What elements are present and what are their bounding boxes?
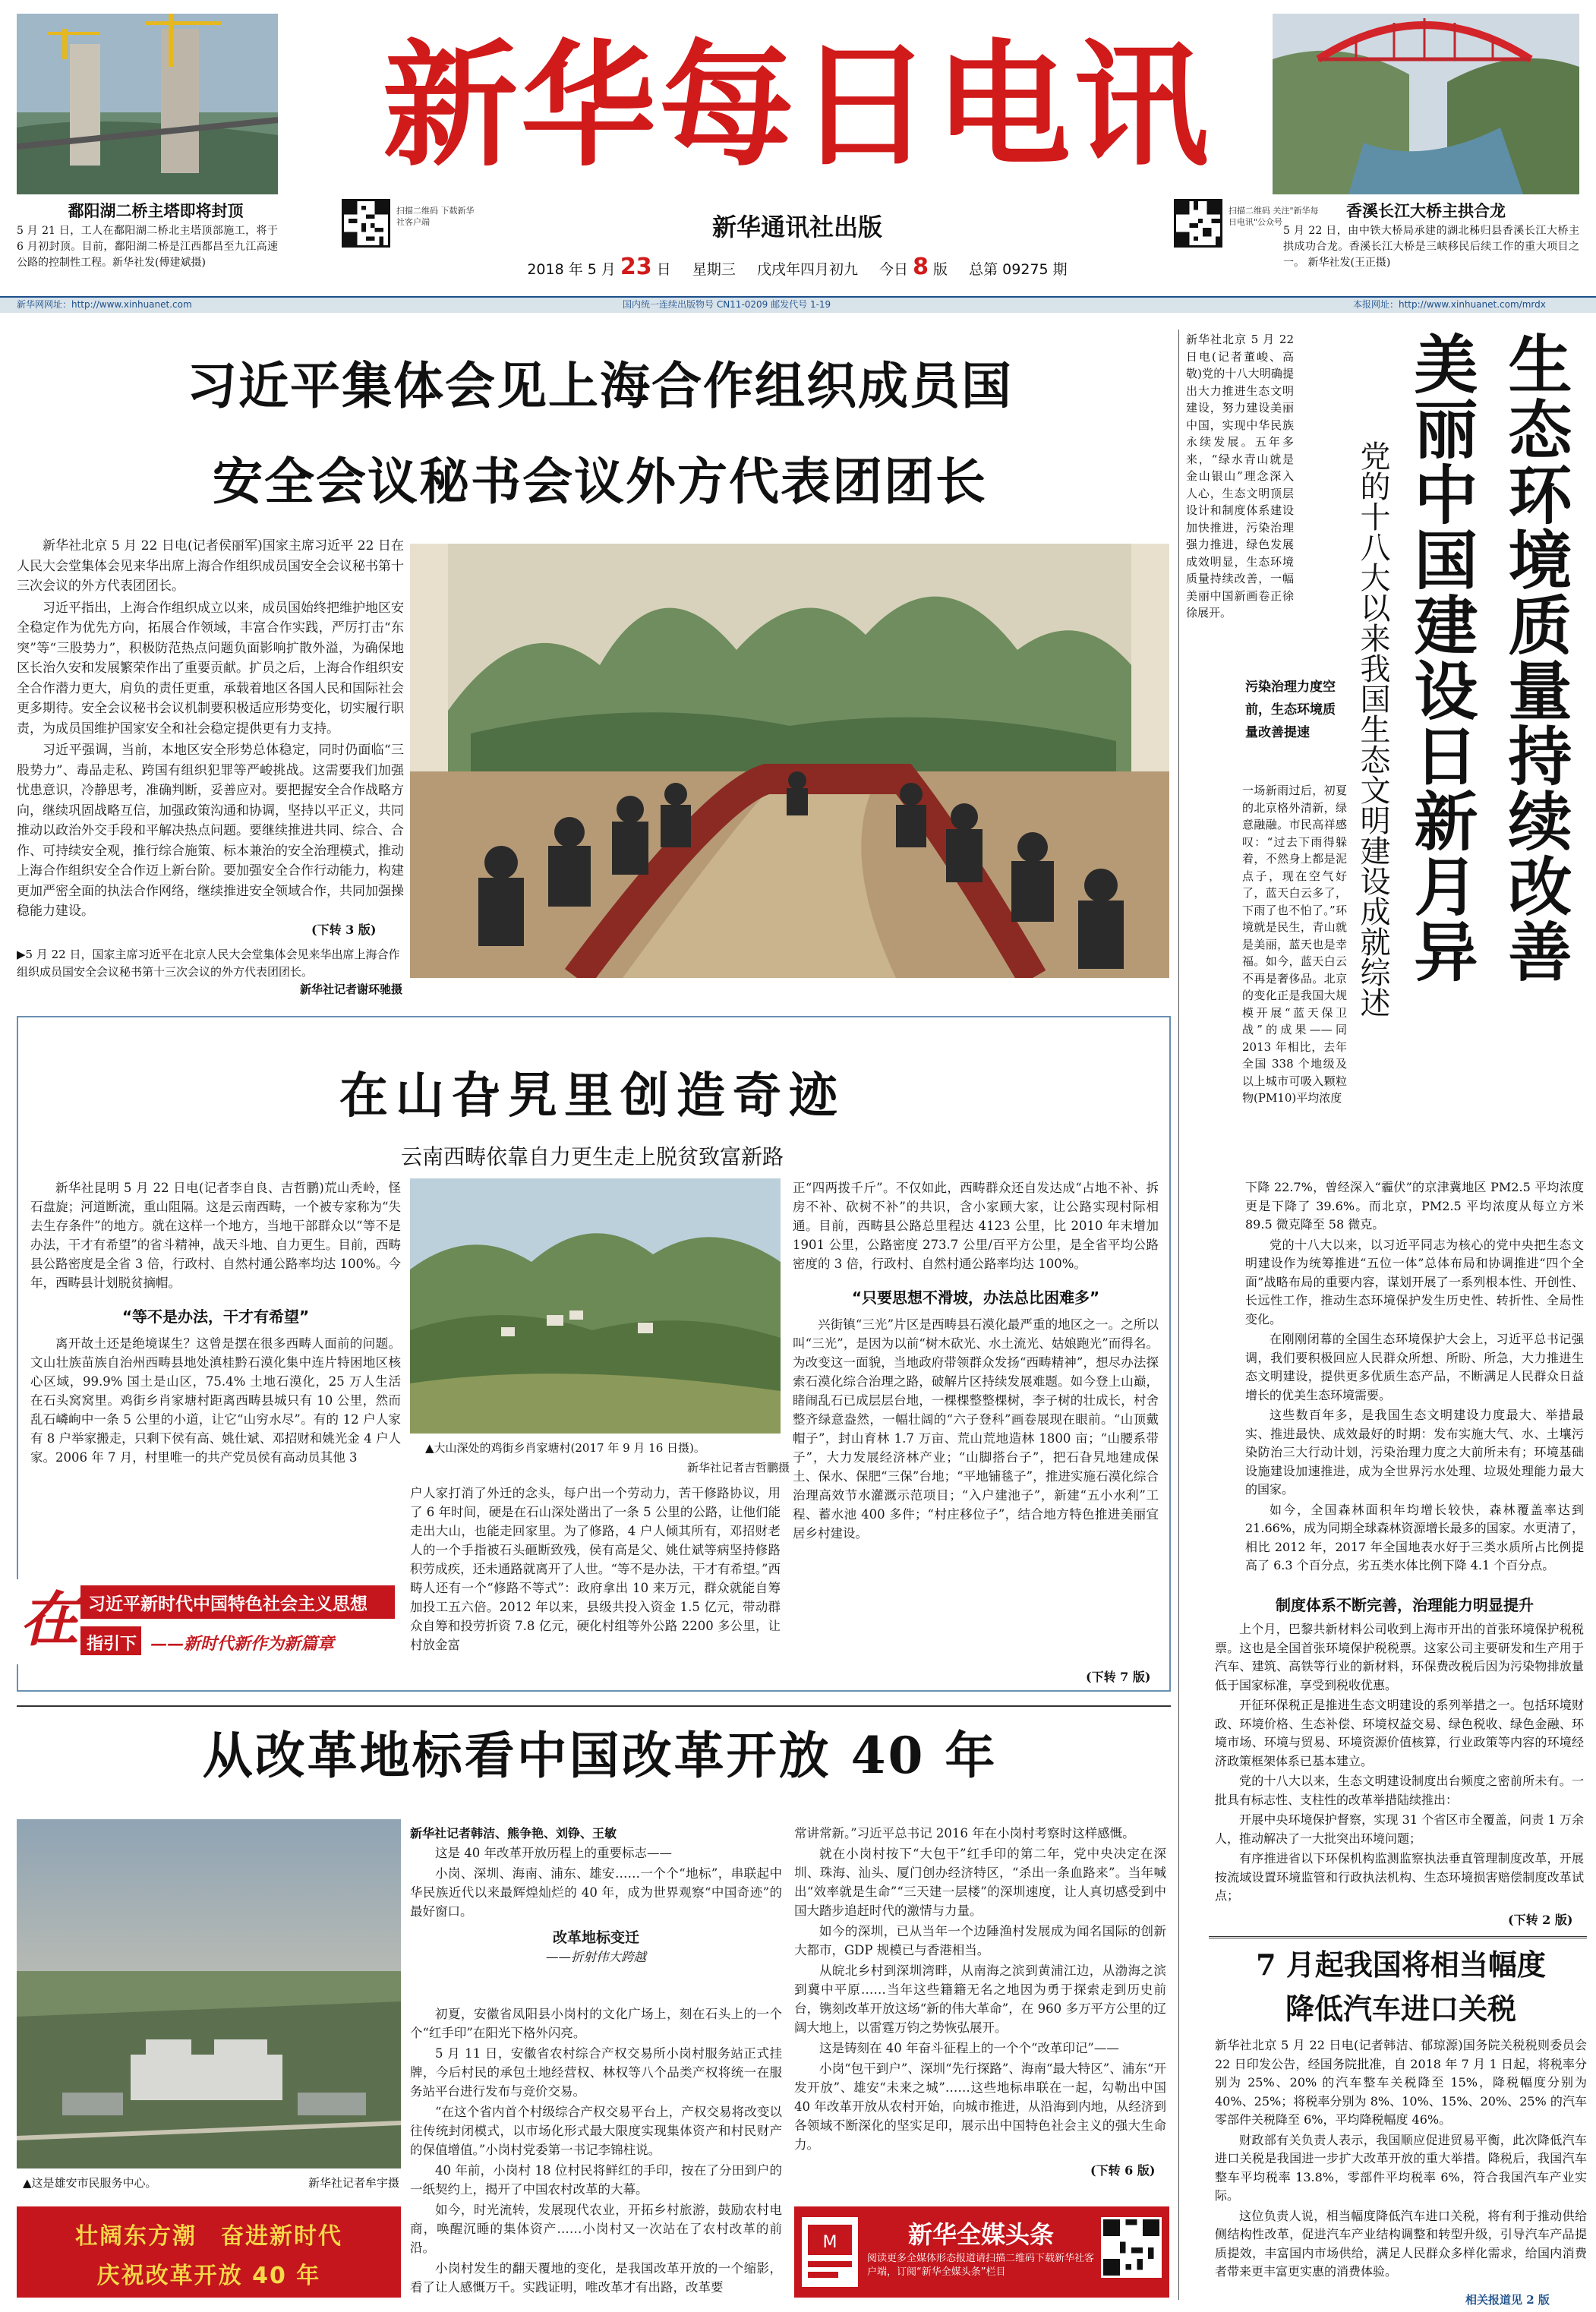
reform-paragraph: 常讲常新。”习近平总书记 2016 年在小岗村考察时这样感慨。 — [794, 1826, 1135, 1840]
eco-continue[interactable]: (下转 2 版) — [1508, 1913, 1573, 1927]
date-suffix: 日 — [656, 261, 671, 278]
reform-col1b — [410, 2004, 782, 2301]
ear-left-photo — [17, 14, 278, 194]
eco-paragraph: 有序推进省以下环保机构监测监察执法垂直管理制度改革，开展按流域设置环境监管和行政执法机构、生态环境损害赔偿制度改革试点； — [1215, 1851, 1584, 1903]
eco-paragraph: 上个月，巴黎共新材料公司收到上海市开出的首张环境保护税税票。这也是全国首张环境保护税税票。这家公司主要研发和生产用于汽车、建筑、高铁等行业的新材料，环保费改税后因为污染物排放量低于国家标准，享受到税收优惠。 — [1215, 1622, 1584, 1692]
eco-subtitle: 党的十八大以来我国生态文明建设成就综述 — [1355, 440, 1390, 1017]
left-site[interactable]: 新华网网址：http://www.xinhuanet.com — [17, 299, 192, 310]
thought-banner-line-3: ——新时代新作为新篇章 — [150, 1634, 335, 1654]
pages-num: 8 — [913, 254, 929, 280]
left-qr-code[interactable] — [342, 199, 390, 248]
thought-banner-line-2: 指引下 — [87, 1635, 137, 1654]
reform-paragraph: 小岗村发生的翻天覆地的变化，是我国改革开放的一个缩影，看了让人感慨万千。实践证明，唯改革才有出路，改革要 — [410, 2261, 782, 2295]
xichou-col1 — [30, 1178, 401, 1562]
thought-banner-line-1: 习近平新时代中国特色社会主义思想 — [88, 1594, 367, 1614]
right-site[interactable]: 本报网址：http://www.xinhuanet.com/mrdx — [1353, 299, 1546, 310]
eco-paragraph: 这些数百年多，是我国生态文明建设力度最大、举措最实、推进最快、成效最好的时期：发布实施大气、水、土壤污染防治三大行动计划，污染治理力度之大前所未有；环境基础设施建设加速推进，成为全世界污水处理、垃圾处理能力最大的国家。 — [1245, 1408, 1584, 1497]
lead-paragraph: 习近平强调，当前，本地区安全形势总体稳定，同时仍面临“三股势力”、毒品走私、跨国有组织犯罪等严峻挑战。这需要我们加强忧患意识，冷静思考，准确判断，妥善应对。要把握安全合作战略方向，继续巩固战略互信，加强政策沟通和协调，坚持以平正义，共同推动以政治外交手段和平解决热点问题。要继续推进共同、综合、合作、可持续安全观，推行综合施策、标本兼治的安全治理模式，推动上海合作组织安全合作迈上新台阶。要加强安全合作行动能力，构建更加严密全面的执法合作网络，继续推进安全领域合作，共同加强操稳能力建设。 — [17, 743, 404, 919]
reform-paragraph: 如今，时光流转，发展现代农业，开拓乡村旅游，鼓励农村电商，唤醒沉睡的集体资产……小岗村又一次站在了农村改革的前沿。 — [410, 2203, 782, 2255]
xichou-col3 — [793, 1178, 1159, 1626]
tariff-related[interactable]: 相关报道见 2 版 — [1465, 2293, 1550, 2307]
reform-continue[interactable]: (下转 6 版) — [1090, 2163, 1156, 2178]
xichou-continue[interactable]: (下转 7 版) — [1086, 1667, 1150, 1685]
reform-paragraph: 5 月 11 日，安徽省农村综合产权交易所小岗村服务站正式挂牌，今后村民的承包土地经营权、林权等八个品类产权将统一在服务站平台进行发布与竞价交易。 — [410, 2046, 782, 2099]
tariff-paragraph: 这位负责人说，相当幅度降低汽车进口关税，将有利于推动供给侧结构性改革，促进汽车产业结构调整和转型升级，引导汽车产品提质提效，丰富国内市场供给，满足人民群众多样化需求，给国内消费者带来更丰富更实惠的消费体验。 — [1215, 2208, 1587, 2279]
tariff-headline-1: 7 月起我国将相当幅度 — [1256, 1948, 1546, 1982]
xichou-col2 — [410, 1484, 781, 1678]
xichou-paragraph: 离开故土还是绝境谋生？这曾是摆在很多西畴人面前的问题。文山壮族苗族自治州西畴县地处滇桂黔石漠化集中连片特困地区核心区域，99.9% 国土是山区，75.4% 土地石漠化，25 万人生活在石头窝窝里。鸡街乡肖家塘村距离西畴县城只有 10 公里，然而乱石嶙峋中一条 5 公里的小道，让它“山穷水尽”。有的 12 户人家有 8 户举家搬走，只剩下侯有高、姚仕斌、邓招财和姚光金 4 户人家。2006 年 7 月，村里唯一的共产党员侯有高动员其他 3 — [30, 1336, 401, 1465]
reform-photo-credit: 新华社记者牟宇摄 — [308, 2176, 399, 2190]
lead-paragraph: 习近平指出，上海合作组织成立以来，成员国始终把维护地区安全稳定作为优先方向，拓展合作领域，丰富合作实践，严厉打击“东突”等“三股势力”，积极防范热点问题负面影响扩散外溢，为确保地区长治久安和发展繁荣作出了重要贡献。扩员之后，上海合作组织安全合作潜力更大，肩负的责任更重，承载着地区各国人民和国际社会更多期待。安全会议秘书会议机制要积极适应形势变化，切实履行职责，为成员国维护国家安全和社会稳定提供更有力支持。 — [17, 600, 404, 736]
publisher: 新华通讯社出版 — [711, 213, 882, 241]
eco-paragraph: 党的十八大以来，生态文明建设制度出台频度之密前所未有。一批具有标志性、支柱性的改革举措陆续推出： — [1215, 1774, 1584, 1807]
reform-photo-caption: ▲这是雄安市民服务中心。 — [23, 2176, 157, 2190]
eco-top-text: 新华社北京 5 月 22 日电(记者董峻、高敬)党的十八大明确提出大力推进生态文明建设，努力建设美丽中国，实现中华民族永续发展。五年多来，“绿水青山就是金山银山”理念深入人心，生态文明顶层设计和制度体系建设加快推进，污染治理强力推进，绿色发展成效明显，生态环境质量持续改善，一幅美丽中国新画卷正徐徐展开。 — [1186, 333, 1294, 620]
xichou-subtitle: 云南西畴依靠自力更生走上脱贫致富新路 — [400, 1144, 784, 1169]
xichou-village-photo — [410, 1178, 781, 1434]
eco-paragraph: 如今，全国森林面积年均增长较快，森林覆盖率达到 21.66%，成为同期全球森林资源增长最多的国家。水更清了，相比 2012 年，2017 年全国地表水好于三类水质所占比例提高了 6.3 个百分点，劣五类水体比例下降 4.1 个百分点。 — [1245, 1502, 1584, 1572]
column-divider — [1178, 330, 1179, 2300]
reform-headline: 从改革地标看中国改革开放 40 年 — [202, 1726, 998, 1785]
date-prefix: 2018 年 5 月 — [527, 261, 616, 278]
weekday: 星期三 — [692, 261, 736, 278]
thought-banner — [17, 1579, 399, 1664]
reform-paragraph: 40 年前，小岗村 18 位村民将鲜红的手印，按在了分田到户的一纸契约上，揭开了中国农村改革的大幕。 — [410, 2163, 782, 2197]
svg-text:M: M — [822, 2233, 837, 2252]
reform-paragraph: 初夏，安徽省凤阳县小岗村的文化广场上，刻在石头上的一个个“红手印”在阳光下格外闪亮。 — [410, 2007, 782, 2040]
ear-right-text: 5 月 22 日，由中铁大桥局承建的湖北秭归县香溪长江大桥主拱成功合龙。香溪长江大桥是三峡移民后续工作的重大项目之一。 新华社发(王正摄) — [1283, 225, 1579, 269]
lead-headline-1: 习近平集体会见上海合作组织成员国 — [187, 357, 1013, 415]
reform-paragraph: 如今的深圳，已从当年一个边陲渔村发展成为闻名国际的创新大都市，GDP 规模已与香港相当。 — [794, 1924, 1166, 1957]
center-info: 国内统一连续出版物号 CN11-0209 邮发代号 1-19 — [623, 299, 831, 310]
reform-paragraph: 小岗、深圳、海南、浦东、雄安……一个个“地标”，串联起中华民族近代以来最辉煌灿烂的 40 年，成为世界观察“中国奇迹”的最好窗口。 — [410, 1866, 782, 1919]
xichou-subhead-1: “等不是办法，干才有希望” — [121, 1307, 310, 1326]
thought-banner-big: 在 — [20, 1585, 80, 1654]
lead-body — [17, 536, 404, 937]
tariff-paragraph: 财政部有关负责人表示，我国顺应促进贸易平衡，此次降低汽车进口关税是我国进一步扩大改革开放的重大举措。降税后，我国汽车整车平均税率 13.8%，零部件平均税率 6%，符合我国汽车产业实际。 — [1215, 2132, 1587, 2203]
ear-left-title: 鄱阳湖二桥主塔即将封顶 — [68, 202, 244, 220]
reform-paragraph: 从皖北乡村到深圳湾畔，从南海之滨到黄浦江边，从渤海之滨到冀中平原……当年这些籍籍无名之地因为勇于探索走到历史前台，镌刻改革开放这场“新的伟大革命”，在 960 多万平方公里的辽阔大地上，以雷霆万钧之势恢弘展开。 — [794, 1963, 1166, 2035]
right-qr-caption: 扫描二维码 关注"新华每日电讯"公众号 — [1229, 206, 1319, 227]
reform-col1 — [410, 1844, 782, 1973]
eco-subhead-2: 制度体系不断完善，治理能力明显提升 — [1276, 1596, 1534, 1614]
eco-headline-2: 美丽中国建设日新月异 — [1404, 331, 1478, 984]
lead-headline-2: 安全会议秘书会议外方代表团团长 — [213, 453, 987, 511]
media-qr-code[interactable] — [1101, 2217, 1162, 2278]
eco-paragraph: 开展中央环境保护督察，实现 31 个省区市全覆盖，问责 1 万余人，推动解决了一大批突出环境问题； — [1215, 1812, 1584, 1846]
media-logo — [802, 2217, 858, 2287]
reform-col2 — [794, 1824, 1166, 2156]
lead-continue[interactable]: (下转 3 版) — [311, 923, 377, 937]
xichou-paragraph: 新华社昆明 5 月 22 日电(记者李自良、吉哲鹏)荒山秃岭，怪石盘旋；河道断流，重山阻隔。这是云南西畴，一个被专家称为“失去生存条件”的地方。就在这样一个地方，当地干部群众以“等不是办法，干才有希望”的省斗精神，战天斗地、自力更生。目前，西畴县公路密度是全省 3 倍，行政村、自然村通公路率均达 100%。今年，西畴县计划脱贫摘帽。 — [30, 1181, 401, 1290]
reform-paragraph: “在这个省内首个村级综合产权交易平台上，产权交易将改变以往传统封闭模式，以市场化形式最大限度实现集体资产和村民财产的保值增值。”小岗村党委第一书记李锦柱说。 — [410, 2105, 782, 2157]
lead-photo-caption: ▶5 月 22 日，国家主席习近平在北京人民大会堂集体会见来华出席上海合作组织成员国安全会议秘书第十三次会议的外方代表团团长。 — [17, 948, 400, 979]
lunar-date: 戊戌年四月初九 — [756, 261, 858, 278]
tariff-body — [1215, 2036, 1587, 2293]
reform-paragraph: 小岗“包干到户”、深圳“先行探路”、海南“最大特区”、浦东“开发开放”、雄安“未来之城”……这些地标串联在一起，勾勒出中国 40 年改革开放从农村开始，向城市推进，从沿海到内地，从经济到各领域不断深化的坚实足印，展示出中国特色社会主义的强大生命力。 — [794, 2061, 1166, 2152]
xichou-subhead-2: “只要思想不滑坡，办法总比困难多” — [851, 1288, 1100, 1307]
issue-number: 总第 09275 期 — [969, 261, 1068, 278]
xichou-paragraph: 正“四两拨千斤”。不仅如此，西畴群众还自发达成“占地不补、拆房不补、砍树不补”的共识，含小家顾大家，让公路实现村际相通。目前，西畴县公路总里程达 4123 公里，比 2010 年末增加 1901 公里，公路密度 273.7 公里/百平方公里，是全省平均公路密度的 3 倍，行政村、自然村通公路率均达 100%。 — [793, 1181, 1159, 1271]
reform-paragraph: 这是铸刻在 40 年奋斗征程上的一个个“改革印记”—— — [819, 2041, 1119, 2055]
lead-photo-credit: 新华社记者谢环驰摄 — [299, 983, 402, 996]
xichou-photo-credit: 新华社记者吉哲鹏摄 — [686, 1461, 790, 1475]
eco-subhead-1: 污染治理力度空前，生态环境质量改善提速 — [1245, 680, 1336, 740]
reform-photo — [17, 1819, 401, 2168]
xichou-headline: 在山旮旯里创造奇迹 — [339, 1068, 845, 1124]
eco-paragraph: 下降 22.7%，曾经深入“霾伏”的京津冀地区 PM2.5 平均浓度更是下降了 39.6%。而北京，PM2.5 平均浓度从每立方米 89.5 微克降至 58 微克。 — [1245, 1180, 1584, 1232]
eco-paragraph: 开征环保税正是推进生态文明建设的系列举措之一。包括环境财政、环境价格、生态补偿、环境权益交易、绿色税收、绿色金融、环境市场、环境与贸易、环境资源价值核算，行业政策等内容的环境经济政策框架体系已基本建立。 — [1215, 1698, 1584, 1768]
reform-byline: 新华社记者韩洁、熊争艳、刘铮、王敏 — [410, 1826, 617, 1840]
masthead — [0, 0, 1596, 310]
reform-paragraph: 就在小岗村按下“大包干”红手印的第二年，党中央决定在深圳、珠海、汕头、厦门创办经济特区，“杀出一条血路来”。当年喊出“效率就是生命”“三天建一层楼”的深圳速度，让人真切感受到中国大踏步追赶时代的激情与力量。 — [794, 1847, 1166, 1918]
media-title: 新华全媒头条 — [907, 2220, 1054, 2249]
pages-prefix: 今日 — [879, 261, 909, 278]
eco-full-text-2 — [1215, 1620, 1584, 1907]
eco-full-text — [1245, 1178, 1584, 1577]
eco-paragraph: 在刚刚闭幕的全国生态环境保护大会上，习近平总书记强调，我们要积极回应人民群众所想、所盼、所急，大力推进生态文明建设，提供更多优质生态产品，不断满足人民群众日益增长的优美生态环境需要。 — [1245, 1332, 1584, 1402]
left-qr-caption: 扫描二维码 下载新华社客户端 — [396, 206, 475, 227]
reform-subhead-1: 改革地标变迁 — [552, 1929, 639, 1946]
right-qr-code[interactable] — [1174, 199, 1222, 248]
media-banner[interactable] — [794, 2206, 1169, 2298]
eco-headline-1: 生态环境质量持续改善 — [1498, 331, 1572, 984]
media-text: 阅读更多全媒体形态报道请扫描二维码下载新华社客户端，订阅“新华全媒头条”栏目 — [867, 2253, 1095, 2278]
xichou-paragraph: 兴街镇“三光”片区是西畴县石漠化最严重的地区之一。之所以叫“三光”，是因为以前“树木砍光、水土流光、姑娘跑光”而得名。为改变这一面貌，当地政府带领群众发扬“西畴精神”，想尽办法探索石漠化综合治理之路，破解片区持续发展难题。如今登上山巅，睹闹乱石已成层层台地，一棵棵整整棵树，李子树的壮成长，村舍整齐绿意盎然，一幅壮阔的“六子登科”画卷展现在眼前。“山顶戴帽子”，封山育林 1.7 万亩、荒山荒地造林 1800 亩；“山腰系带子”，大力发展经济林产业；“山脚搭台子”，把石旮旯地建成保土、保水、保肥“三保”台地；“平地铺毯子”，推进实施石漠化综合治理高效节水灌溉示范项目；“入户建池子”，新建“五小水利”工程、蓄水池 400 多件；“村庄移位子”，结合地方特色推进美丽宜居乡村建设。 — [793, 1317, 1159, 1541]
newspaper-title: 新华每日电讯 — [383, 26, 1212, 185]
anniversary-banner-line-1: 壮阔东方潮 奋进新时代 — [75, 2223, 342, 2250]
ear-left-text: 5 月 21 日，工人在鄱阳湖二桥北主塔顶部施工，将于 6 月初封顶。目前，鄱阳湖二桥是江西都昌至九江高速公路的控制性工程。新华社发(傅建斌摄) — [17, 225, 278, 269]
date-day: 23 — [620, 254, 652, 280]
xichou-photo-caption: ▲大山深处的鸡街乡肖家塘村(2017 年 9 月 16 日摄)。 — [425, 1441, 705, 1455]
lead-paragraph: 新华社北京 5 月 22 日电(记者侯丽军)国家主席习近平 22 日在人民大会堂集体会见来华出席上海合作组织成员国安全会议秘书第十三次会议的外方代表团团长。 — [17, 538, 404, 594]
lead-meeting-photo — [410, 544, 1169, 978]
reform-subhead-1b: ——折射伟大跨越 — [546, 1950, 646, 1964]
eco-paragraph: 党的十八大以来，以习近平同志为核心的党中央把生态文明建设作为统筹推进“五位一体”总体布局和协调推进“四个全面”战略布局的重要内容，谋划开展了一系列根本性、开创性、长远性工作，推动生态环境保护发生历史性、转折性、全局性变化。 — [1245, 1237, 1584, 1326]
reform-top-rule — [17, 1705, 1171, 1707]
eco-mid-text: 一场新雨过后，初夏的北京格外清新，绿意融融。市民高祥感叹：“过去下雨得躲着，不然身上都是泥点子，现在空气好了，蓝天白云多了，下雨了也不怕了。”环境就是民生，青山就是美丽，蓝天也是幸福。如今，蓝天白云不再是奢侈品。北京的变化正是我国大规模开展“蓝天保卫战”的成果——同 2013 年相比，去年全国 338 个地级及以上城市可吸入颗粒物(PM10)平均浓度 — [1242, 784, 1347, 1105]
tariff-paragraph: 新华社北京 5 月 22 日电(记者韩洁、郁琼源)国务院关税税则委员会 22 日印发公告，经国务院批准，自 2018 年 7 月 1 日起，将税率分别为 25%、20% 的汽车整车关税降至 15%，降税幅度分别为 40%、25%；将税率分别为 8%、10%、15%、20%、25% 的汽车零部件关税降至 6%，平均降税幅度 46%。 — [1215, 2038, 1587, 2127]
anniversary-banner — [17, 2206, 401, 2298]
pages-suffix: 版 — [933, 261, 948, 278]
ear-right-photo — [1273, 14, 1579, 194]
tariff-headline-2: 降低汽车进口关税 — [1285, 1992, 1516, 2026]
reform-paragraph: 这是 40 年改革开放历程上的重要标志—— — [435, 1846, 672, 1860]
xichou-paragraph: 户人家打消了外迁的念头，每户出一个劳动力，苦干修路协议，用了 6 年时间，硬是在石山深处凿出了一条 5 公里的公路，让他们能走出大山，也能走回家里。为了修路，4 户人倾其所有，邓招财老人的一个手指被石头砸断致残，侯有高是父、姚仕斌等病坚持修路积劳成疾，还未通路就离开了人世。“等不是办法，干才有希望。”西畴人还有一个“修路不等式”：政府拿出 10 来万元，群众就能自筹加投工五六倍。2012 年以来，县级共投入资金 1.5 亿元，带动群众自筹和投劳折资 7.8 亿元，硬化村组等外公路 2200 多公里，让村放金富 — [410, 1486, 781, 1652]
date-line — [486, 254, 1109, 280]
anniversary-banner-line-2: 庆祝改革开放 40 年 — [96, 2263, 321, 2289]
ear-right-title: 香溪长江大桥主拱合龙 — [1346, 202, 1506, 220]
